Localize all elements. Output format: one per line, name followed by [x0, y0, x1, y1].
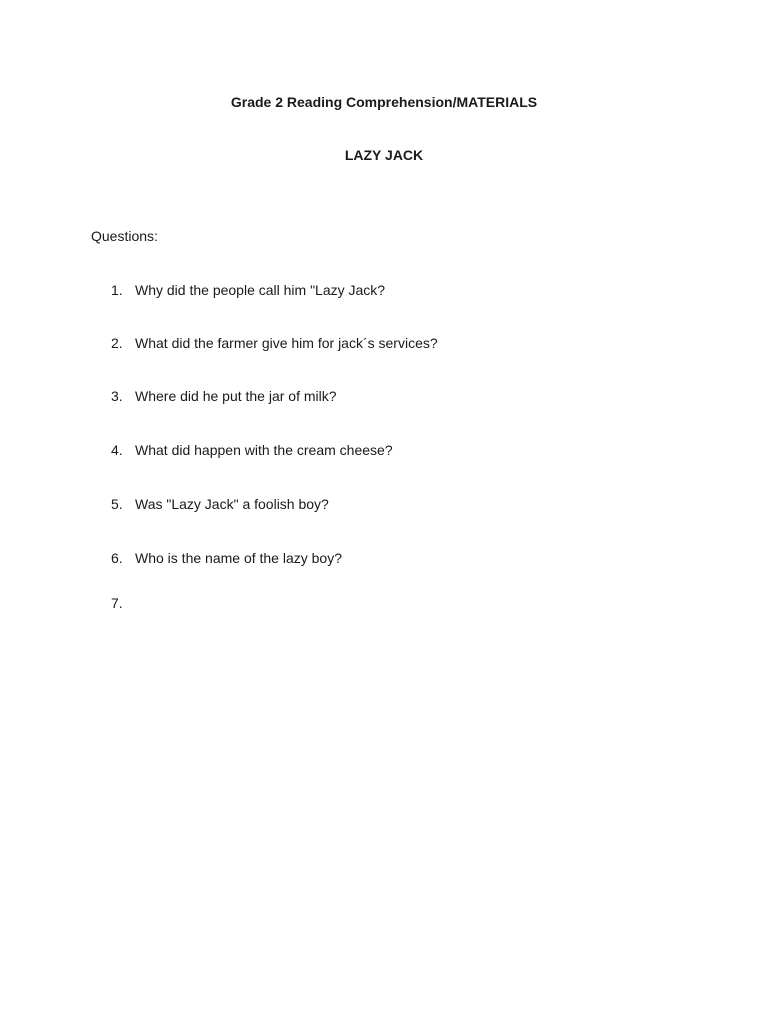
question-item [111, 333, 711, 353]
question-number: 5. [111, 496, 123, 512]
story-title: LAZY JACK [344, 147, 424, 163]
question-text: Why did the people call him "Lazy Jack? [135, 282, 386, 298]
question-text: Where did he put the jar of milk? [135, 388, 337, 404]
question-number: 4. [111, 442, 123, 458]
question-text: What did the farmer give him for jack´s services? [135, 335, 438, 351]
question-number: 2. [111, 335, 123, 351]
question-number: 6. [111, 550, 123, 566]
question-number: 3. [111, 388, 123, 404]
question-number: 7. [111, 595, 123, 611]
question-item [111, 494, 711, 514]
question-item [111, 593, 711, 613]
question-item [111, 280, 711, 300]
question-item [111, 440, 711, 460]
question-text: Who is the name of the lazy boy? [135, 550, 342, 566]
question-text: Was "Lazy Jack" a foolish boy? [135, 496, 329, 512]
question-item [111, 386, 711, 406]
question-number: 1. [111, 282, 123, 298]
document-title: Grade 2 Reading Comprehension/MATERIALS [230, 94, 538, 110]
question-item [111, 548, 711, 568]
question-text: What did happen with the cream cheese? [135, 442, 393, 458]
questions-label: Questions: [91, 228, 158, 244]
